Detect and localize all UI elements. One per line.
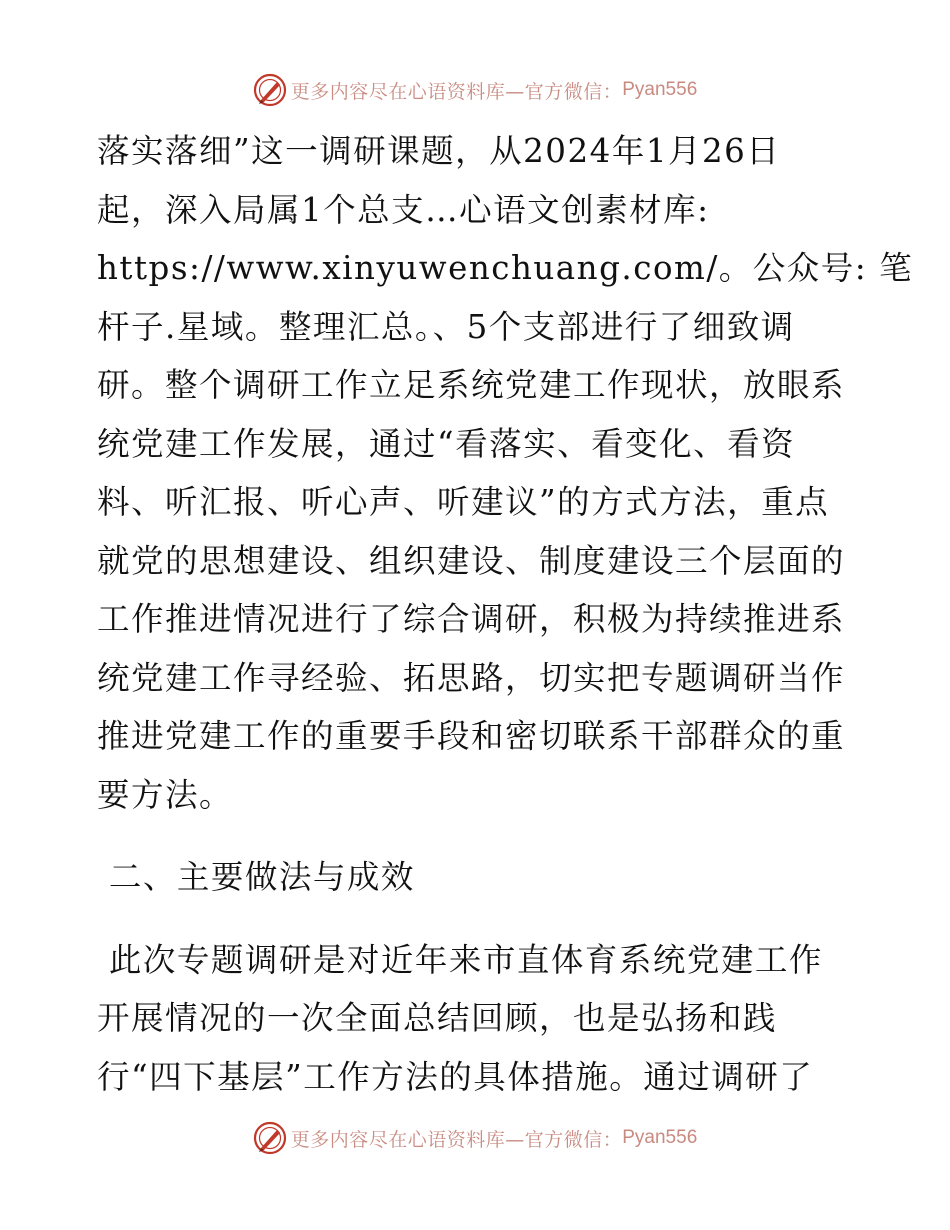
text-line: 料、听汇报、听心声、听建议”的方式方法，重点	[97, 483, 830, 521]
section-heading: 二、主要做法与成效	[97, 858, 415, 896]
brush-logo-icon	[253, 73, 287, 107]
watermark-text: 更多内容尽在心语资料库—官方微信：	[290, 80, 623, 103]
text-line: 统党建工作发展，通过“看落实、看变化、看资	[97, 424, 796, 463]
text-line: https://www.xinyuwenchuang.com/。公众号: 笔	[97, 249, 914, 287]
paragraph-1	[97, 122, 914, 824]
watermark-wechat-id: Pyan556	[622, 1127, 698, 1148]
watermark-wechat-id: Pyan556	[622, 79, 698, 100]
text-line: 杆子.星域。整理汇总。、5个支部进行了细致调	[97, 307, 795, 346]
text-line: 起，深入局属1个总支…心语文创素材库:	[97, 190, 710, 229]
text-line: 工作推进情况进行了综合调研，积极为持续推进系	[97, 600, 846, 638]
footer-watermark-banner	[0, 1118, 950, 1158]
text-line: 要方法。	[97, 775, 234, 814]
text-line: 落实落细”这一调研课题，从2024年1月26日	[97, 132, 781, 170]
paragraph-gap	[97, 907, 857, 931]
text-line: 研。整个调研工作立足系统党建工作现状，放眼系	[97, 366, 846, 404]
text-line: 行“四下基层”工作方法的具体措施。通过调研了	[97, 1057, 814, 1096]
text-line: 就党的思想建设、组织建设、制度建设三个层面的	[97, 541, 846, 580]
header-watermark-banner	[0, 70, 950, 110]
watermark-text: 更多内容尽在心语资料库—官方微信：	[290, 1128, 623, 1151]
text-line: 开展情况的一次全面总结回顾，也是弘扬和践	[97, 999, 778, 1037]
text-line: 此次专题调研是对近年来市直体育系统党建工作	[97, 940, 823, 979]
text-line: 推进党建工作的重要手段和密切联系干部群众的重	[97, 717, 846, 755]
text-line: 统党建工作寻经验、拓思路，切实把专题调研当作	[97, 658, 846, 697]
paragraph-gap	[97, 824, 857, 848]
paragraph-2	[97, 931, 857, 1107]
brush-logo-icon	[253, 1121, 287, 1155]
document-body	[97, 122, 914, 1106]
